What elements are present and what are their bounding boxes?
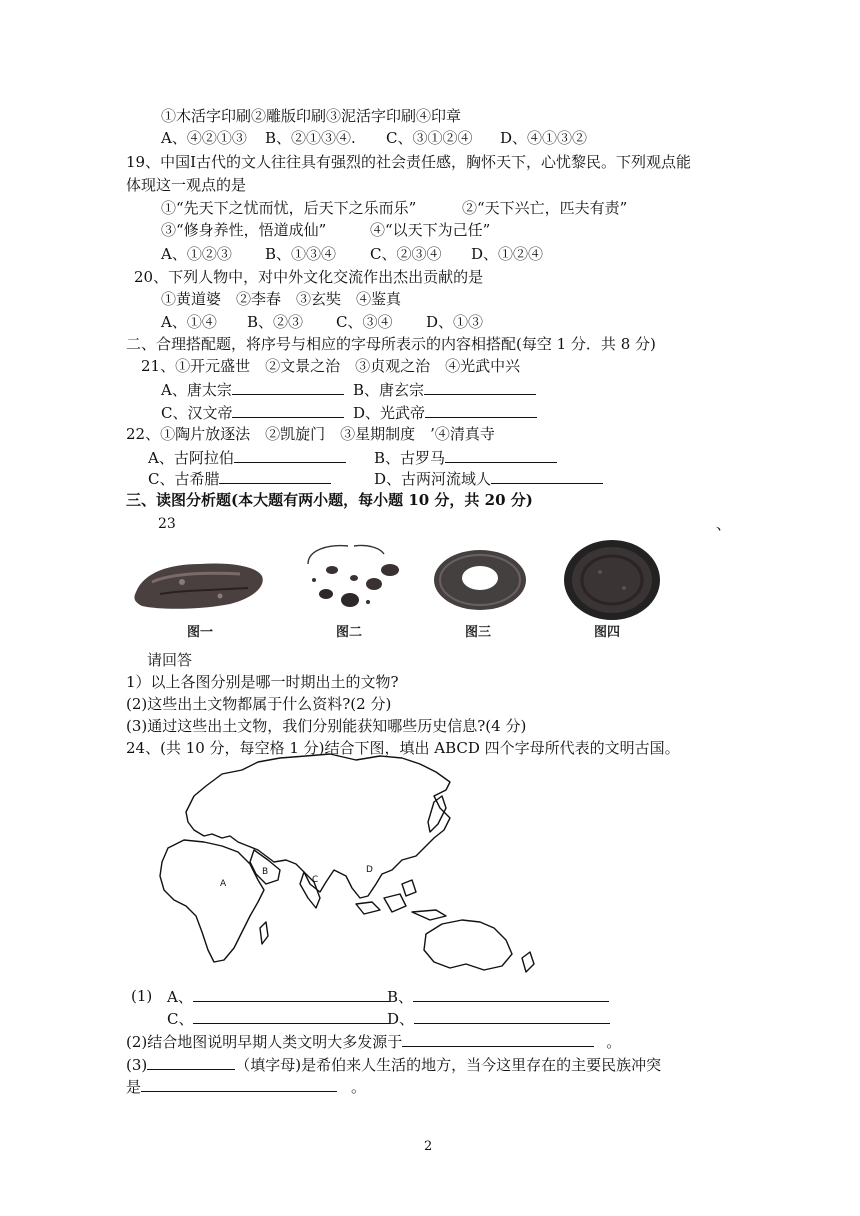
q24-label-c: C、 xyxy=(167,1010,194,1028)
section-3-title: 三、读图分析题(本大题有两小题，每小题 10 分，共 20 分) xyxy=(126,491,533,509)
artifact-2-caption: 图二 xyxy=(336,625,363,640)
q24-label-d: D、 xyxy=(387,1010,415,1028)
q24-sub-question-1-number: (1) xyxy=(131,987,153,1005)
q21-label-d: D、光武帝 xyxy=(353,404,426,422)
q24-blank-a[interactable] xyxy=(193,986,389,1002)
q19-item-4: ④“以天下为己任” xyxy=(370,221,491,239)
q24-answer-b xyxy=(387,986,609,1007)
q20-items: ①黄道婆 ②李春 ③玄奘 ④鉴真 xyxy=(161,290,402,308)
q19-item-2: ②“天下兴亡，匹夫有责” xyxy=(462,199,628,217)
map-label-c: C xyxy=(312,875,319,885)
map-label-b: B xyxy=(262,867,269,877)
q22-label-c: C、古希腊 xyxy=(148,470,220,488)
q22-label-b: B、古罗马 xyxy=(374,449,446,467)
q21-label-c: C、汉文帝 xyxy=(161,404,233,422)
q23-prompt: 请回答 xyxy=(147,651,193,669)
q19-option-d: D、①②④ xyxy=(471,245,544,263)
q18-option-d: D、④①③② xyxy=(500,129,588,147)
q23-sub-question-2: (2)这些出土文物都属于什么资料?(2 分) xyxy=(126,695,392,713)
q22-blank-d[interactable] xyxy=(491,468,603,484)
q19-item-1: ①“先天下之忧而忧，后天下之乐而乐” xyxy=(161,199,417,217)
q24-answer-c xyxy=(167,1008,389,1029)
artifact-1-caption: 图一 xyxy=(187,625,214,640)
map-label-a: A xyxy=(220,879,227,889)
q22-items: 22、①陶片放逐法 ②凯旋门 ③星期制度 ’④清真寺 xyxy=(126,425,495,443)
q24-sub3-end: 。 xyxy=(351,1078,367,1096)
q24-answer-d xyxy=(387,1008,610,1029)
q23-tail-mark: 、 xyxy=(716,515,732,533)
q20-stem: 20、下列人物中，对中外文化交流作出杰出贡献的是 xyxy=(134,268,484,286)
q23-sub-question-3: (3)通过这些出土文物，我们分别能获知哪些历史信息?(4 分) xyxy=(126,717,527,735)
q20-option-b: B、②③ xyxy=(247,313,304,331)
artifact-2-ornaments-image xyxy=(298,540,408,620)
q19-option-a: A、①②③ xyxy=(161,245,232,263)
artifact-3-jade-ring-image xyxy=(430,542,530,614)
q22-match-d xyxy=(374,468,603,489)
q24-sub-question-3-line1 xyxy=(126,1054,661,1075)
q24-sub3-number: (3) xyxy=(126,1056,148,1074)
q22-blank-c[interactable] xyxy=(219,468,331,484)
q21-items: 21、①开元盛世 ②文景之治 ③贞观之治 ④光武中兴 xyxy=(141,357,521,375)
artifact-3-caption: 图三 xyxy=(465,625,492,640)
q24-blank-d[interactable] xyxy=(414,1008,610,1024)
q24-sub3-text: （填字母)是希伯来人生活的地方，当今这里存在的主要民族冲突 xyxy=(235,1056,662,1074)
q24-blank-c[interactable] xyxy=(193,1008,389,1024)
q19-stem-line2: 体现这一观点的是 xyxy=(126,176,247,194)
q21-blank-d[interactable] xyxy=(425,402,537,418)
q21-label-a: A、唐太宗 xyxy=(161,381,232,399)
q24-sub3-prefix: 是 xyxy=(126,1078,142,1096)
q22-blank-b[interactable] xyxy=(445,447,557,463)
q24-stem: 24、(共 10 分，每空格 1 分)结合下图，填出 ABCD 四个字母所代表的文明古国。 xyxy=(126,739,680,757)
q19-item-3: ③“修身养性，悟道成仙” xyxy=(161,221,327,239)
q22-match-a xyxy=(148,447,346,468)
q24-sub-question-2 xyxy=(126,1031,621,1052)
q20-option-d: D、①③ xyxy=(426,313,484,331)
q22-match-b xyxy=(374,447,557,468)
q22-blank-a[interactable] xyxy=(234,447,346,463)
q19-stem-line1: 19、中国Ⅰ古代的文人往往具有强烈的社会责任感，胸怀天下，心忧黎民。下列观点能 xyxy=(126,153,692,171)
q21-match-c xyxy=(161,402,344,423)
q21-blank-a[interactable] xyxy=(232,379,344,395)
q23-number: 23 xyxy=(158,516,176,532)
q22-match-c xyxy=(148,468,331,489)
ancient-civilizations-world-map xyxy=(150,752,550,974)
q24-sub2-end: 。 xyxy=(606,1033,622,1051)
q21-match-b xyxy=(353,379,536,400)
q24-sub3-conflict-blank[interactable] xyxy=(141,1076,337,1092)
q24-blank-b[interactable] xyxy=(413,986,609,1002)
q23-sub-question-1: 1）以上各图分别是哪一时期出土的文物? xyxy=(126,673,399,691)
q24-sub3-letter-blank[interactable] xyxy=(147,1054,235,1070)
q21-blank-c[interactable] xyxy=(232,402,344,418)
q19-option-b: B、①③④ xyxy=(265,245,337,263)
map-label-d: D xyxy=(366,865,373,875)
q24-sub2-blank[interactable] xyxy=(402,1031,594,1047)
q24-sub2-text: (2)结合地图说明早期人类文明大多发源于 xyxy=(126,1033,403,1051)
q18-option-b: B、②①③④. xyxy=(265,129,356,147)
artifact-4-caption: 图四 xyxy=(594,625,621,640)
artifact-4-disc-image xyxy=(560,538,664,622)
q18-items: ①木活字印刷②雕版印刷③泥活字印刷④印章 xyxy=(161,107,462,125)
q22-label-d: D、古两河流域人 xyxy=(374,470,492,488)
q20-option-c: C、③④ xyxy=(336,313,393,331)
q19-option-c: C、②③④ xyxy=(370,245,442,263)
q21-label-b: B、唐玄宗 xyxy=(353,381,425,399)
artifact-1-stone-tool-image xyxy=(130,552,268,616)
q24-answer-a xyxy=(167,986,389,1007)
q21-match-a xyxy=(161,379,344,400)
page-number: 2 xyxy=(424,1139,433,1154)
q18-option-a: A、④②①③ xyxy=(161,129,247,147)
q24-label-b: B、 xyxy=(387,988,414,1006)
q22-label-a: A、古阿拉伯 xyxy=(148,449,234,467)
q21-match-d xyxy=(353,402,537,423)
q18-option-c: C、③①②④ xyxy=(386,129,473,147)
q24-sub-question-3-line2 xyxy=(126,1076,366,1097)
section-2-title: 二、合理搭配题，将序号与相应的字母所表示的内容相搭配(每空 1 分．共 8 分) xyxy=(126,335,656,353)
q20-option-a: A、①④ xyxy=(161,313,217,331)
q24-label-a: A、 xyxy=(167,988,193,1006)
q21-blank-b[interactable] xyxy=(424,379,536,395)
